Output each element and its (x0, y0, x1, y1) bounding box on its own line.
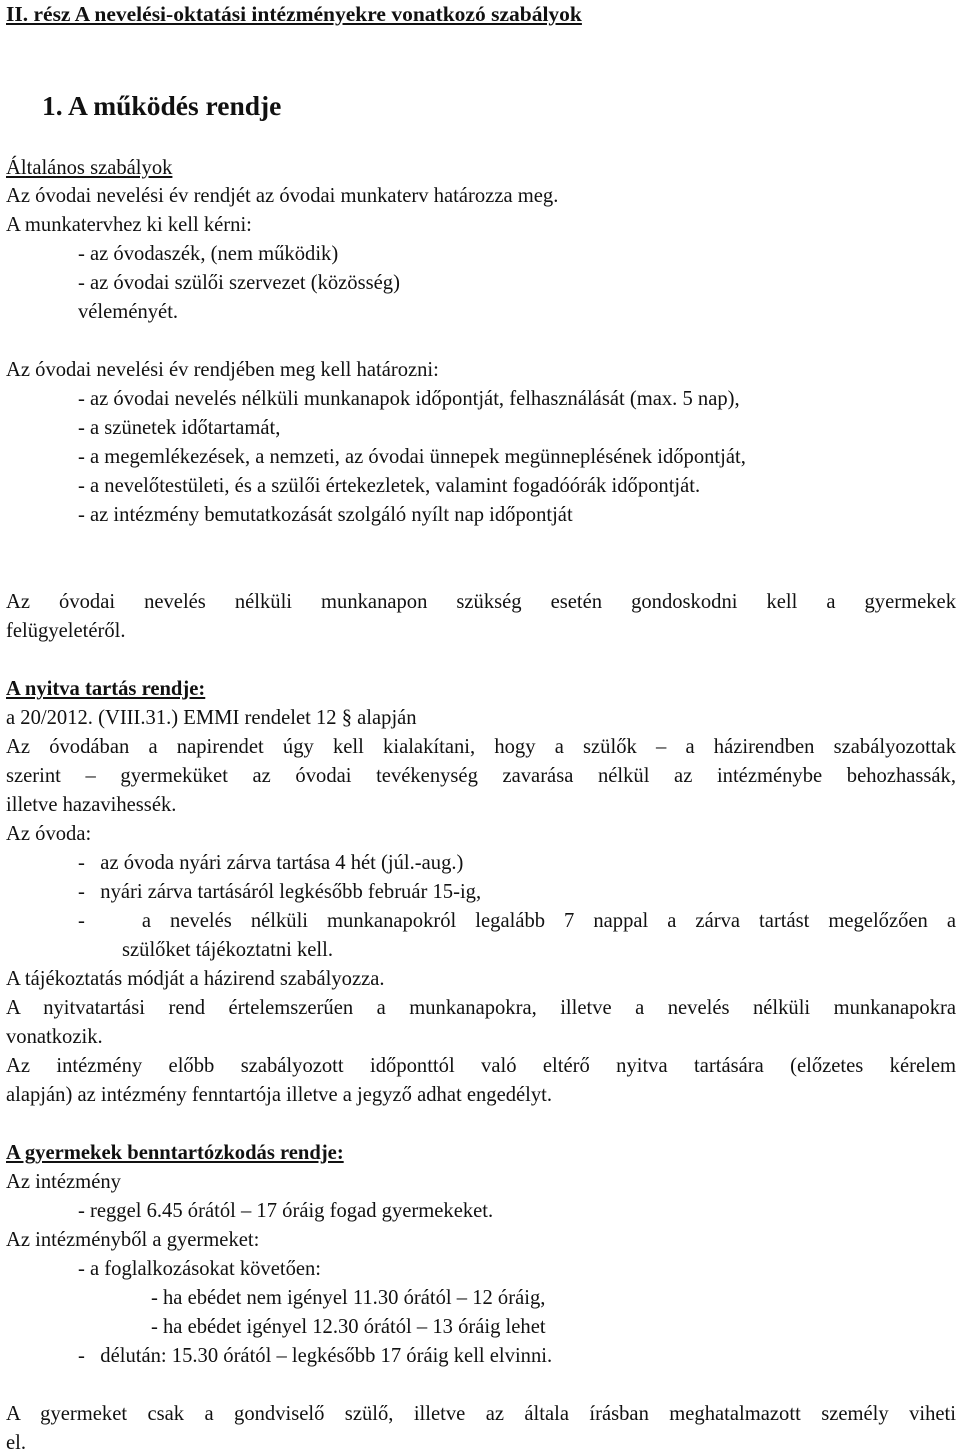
stay-afternoon: - délután: 15.30 órától – legkésőbb 17 óráig kell elvinni. (78, 1345, 553, 1367)
opening-paragraph-line: Az óvodában a napirendet úgy kell kialakítani, hogy a szülők – a házirendben szabályozottak (6, 736, 956, 758)
opening-after-line: A tájékoztatás módját a házirend szabályozza. (6, 968, 385, 990)
year-order-item: - az intézmény bemutatkozását szolgáló nyílt nap időpontját (78, 504, 573, 526)
stay-lunch: - ha ebédet igényel 12.30 órától – 13 óráig lehet (151, 1316, 546, 1338)
year-order-intro: Az óvodai nevelési év rendjében meg kell határozni: (6, 359, 439, 381)
opening-item: szülőket tájékoztatni kell. (122, 939, 334, 961)
supervision-line: Az óvodai nevelés nélküli munkanapon szükség esetén gondoskodni kell a gyermekek (6, 591, 956, 613)
stay-after-activities: - a foglalkozásokat követően: (78, 1258, 322, 1280)
general-line: A munkatervhez ki kell kérni: (6, 214, 252, 236)
general-line: Az óvodai nevelési év rendjét az óvodai munkaterv határozza meg. (6, 185, 559, 207)
opening-after-line: alapján) az intézmény fenntartója illetve a jegyző adhat engedélyt. (6, 1084, 553, 1106)
stay-from-label: Az intézményből a gyermeket: (6, 1229, 260, 1251)
general-line: véleményét. (78, 301, 179, 323)
opening-item: - nyári zárva tartásáról legkésőbb február 15-ig, (78, 881, 482, 903)
opening-paragraph-line: illetve hazavihessék. (6, 794, 177, 816)
opening-after-line: A nyitvatartási rend értelemszerűen a munkanapokra, illetve a nevelés nélküli munkanapokra (6, 997, 956, 1019)
supervision-line: felügyeletéről. (6, 620, 126, 642)
closing-line: el. (6, 1432, 27, 1454)
kindergarten-label: Az óvoda: (6, 823, 92, 845)
stay-institution: Az intézmény (6, 1171, 121, 1193)
stay-no-lunch: - ha ebédet nem igényel 11.30 órától – 12 óráig, (151, 1287, 546, 1309)
stay-receive: - reggel 6.45 órától – 17 óráig fogad gyermekeket. (78, 1200, 494, 1222)
section-heading: 1. A működés rendje (42, 90, 282, 121)
year-order-item: - az óvodai nevelés nélküli munkanapok időpontját, felhasználását (max. 5 nap), (78, 388, 740, 410)
general-line: - az óvodaszék, (nem működik) (78, 243, 339, 265)
decree-reference: a 20/2012. (VIII.31.) EMMI rendelet 12 § alapján (6, 707, 417, 729)
opening-heading: A nyitva tartás rendje: (6, 678, 206, 700)
opening-item: - a nevelés nélküli munkanapokról legalább 7 nappal a zárva tartást megelőzően a (78, 910, 956, 932)
year-order-item: - a nevelőtestületi, és a szülői értekezletek, valamint fogadóórák időpontját. (78, 475, 701, 497)
general-line: - az óvodai szülői szervezet (közösség) (78, 272, 400, 294)
opening-paragraph-line: szerint – gyermeküket az óvodai tevékenység zavarása nélkül az intézménybe behozhassák, (6, 765, 956, 787)
opening-after-line: vonatkozik. (6, 1026, 103, 1048)
year-order-item: - a szünetek időtartamát, (78, 417, 281, 439)
general-heading: Általános szabályok (6, 157, 173, 179)
opening-item: - az óvoda nyári zárva tartása 4 hét (júl.-aug.) (78, 852, 464, 874)
closing-line: A gyermeket csak a gondviselő szülő, illetve az általa írásban meghatalmazott személy viheti (6, 1403, 956, 1425)
stay-heading: A gyermekek benntartózkodás rendje: (6, 1142, 344, 1164)
year-order-item: - a megemlékezések, a nemzeti, az óvodai ünnepek megünneplésének időpontját, (78, 446, 746, 468)
part-heading: II. rész A nevelési-oktatási intézményekre vonatkozó szabályok (6, 2, 582, 26)
opening-after-line: Az intézmény előbb szabályozott időponttól való eltérő nyitva tartására (előzetes kérelem (6, 1055, 956, 1077)
